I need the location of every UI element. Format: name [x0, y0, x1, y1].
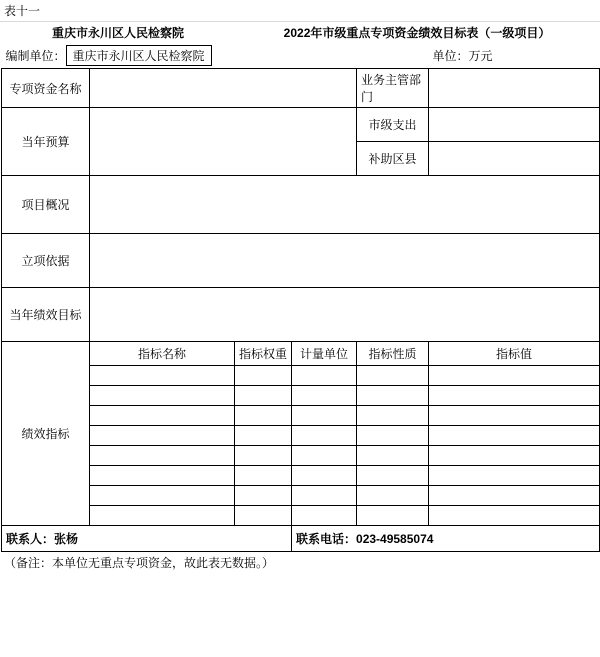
organization-name: 重庆市永川区人民检察院	[52, 26, 185, 40]
indicator-label: 绩效指标	[2, 342, 90, 526]
indicator-header-name: 指标名称	[90, 342, 235, 366]
indicator-cell-name[interactable]	[90, 406, 235, 426]
compile-unit-label: 编制单位：	[5, 49, 66, 63]
indicator-header-nature: 指标性质	[357, 342, 429, 366]
year-target-label: 当年绩效目标	[2, 288, 90, 342]
compile-row	[2, 43, 600, 69]
indicator-cell-unit[interactable]	[292, 486, 357, 506]
overview-value[interactable]	[90, 176, 600, 234]
contact-phone: 联系电话：023-49585074	[292, 526, 600, 552]
table-row	[2, 466, 600, 486]
indicator-header-weight: 指标权重	[235, 342, 292, 366]
indicator-cell-nature[interactable]	[357, 466, 429, 486]
indicator-cell-unit[interactable]	[292, 506, 357, 526]
indicator-cell-unit[interactable]	[292, 446, 357, 466]
city-expense-label: 市级支出	[357, 108, 429, 142]
title-row	[2, 22, 600, 43]
spacer-cell-c	[357, 43, 429, 69]
indicator-cell-name[interactable]	[90, 506, 235, 526]
indicator-cell-unit[interactable]	[292, 386, 357, 406]
footer-note: （备注：本单位无重点专项资金，故此表无数据。）	[4, 556, 275, 570]
subsidy-value[interactable]	[429, 142, 600, 176]
indicator-header-unit: 计量单位	[292, 342, 357, 366]
unit-label: 单位：万元	[432, 49, 493, 63]
indicator-cell-weight[interactable]	[235, 486, 292, 506]
indicator-cell-value[interactable]	[429, 446, 600, 466]
fund-name-value[interactable]	[90, 69, 357, 108]
indicator-cell-weight[interactable]	[235, 386, 292, 406]
indicator-cell-value[interactable]	[429, 406, 600, 426]
spacer-cell-a	[235, 43, 292, 69]
table-row	[2, 386, 600, 406]
spacer-cell-b	[292, 43, 357, 69]
year-target-row	[2, 288, 600, 342]
indicator-cell-name[interactable]	[90, 426, 235, 446]
indicator-cell-nature[interactable]	[357, 366, 429, 386]
indicator-cell-weight[interactable]	[235, 466, 292, 486]
performance-target-table	[1, 22, 600, 552]
table-row	[2, 366, 600, 386]
indicator-cell-unit[interactable]	[292, 366, 357, 386]
contact-person: 联系人：张杨	[2, 526, 292, 552]
city-expense-value[interactable]	[429, 108, 600, 142]
basis-value[interactable]	[90, 234, 600, 288]
contact-row	[2, 526, 600, 552]
indicator-header-row	[2, 342, 600, 366]
indicator-cell-nature[interactable]	[357, 506, 429, 526]
indicator-cell-value[interactable]	[429, 386, 600, 406]
basis-row	[2, 234, 600, 288]
indicator-cell-unit[interactable]	[292, 466, 357, 486]
indicator-cell-weight[interactable]	[235, 506, 292, 526]
budget-value[interactable]	[90, 108, 357, 176]
page-title: 2022年市级重点专项资金绩效目标表（一级项目）	[283, 26, 551, 40]
indicator-cell-name[interactable]	[90, 366, 235, 386]
fund-name-row	[2, 69, 600, 108]
year-target-value[interactable]	[90, 288, 600, 342]
overview-row	[2, 176, 600, 234]
compile-unit	[2, 43, 235, 69]
indicator-cell-name[interactable]	[90, 486, 235, 506]
indicator-cell-value[interactable]	[429, 366, 600, 386]
city-expense-row	[2, 108, 600, 142]
indicator-cell-unit[interactable]	[292, 406, 357, 426]
indicator-cell-nature[interactable]	[357, 486, 429, 506]
table-row	[2, 506, 600, 526]
fund-name-label: 专项资金名称	[2, 69, 90, 108]
indicator-cell-weight[interactable]	[235, 366, 292, 386]
indicator-cell-value[interactable]	[429, 506, 600, 526]
indicator-cell-name[interactable]	[90, 386, 235, 406]
dept-label: 业务主管部门	[357, 69, 429, 108]
indicator-cell-value[interactable]	[429, 486, 600, 506]
budget-label: 当年预算	[2, 108, 90, 176]
indicator-cell-nature[interactable]	[357, 406, 429, 426]
indicator-cell-nature[interactable]	[357, 386, 429, 406]
compile-unit-value[interactable]: 重庆市永川区人民检察院	[66, 45, 212, 66]
indicator-cell-unit[interactable]	[292, 426, 357, 446]
dept-value[interactable]	[429, 69, 600, 108]
indicator-cell-value[interactable]	[429, 426, 600, 446]
indicator-cell-weight[interactable]	[235, 426, 292, 446]
indicator-header-value: 指标值	[429, 342, 600, 366]
indicator-cell-value[interactable]	[429, 466, 600, 486]
indicator-cell-nature[interactable]	[357, 426, 429, 446]
sheet-tag: 表十一	[0, 0, 600, 22]
table-row	[2, 406, 600, 426]
table-row	[2, 446, 600, 466]
table-row	[2, 486, 600, 506]
overview-label: 项目概况	[2, 176, 90, 234]
subsidy-label: 补助区县	[357, 142, 429, 176]
basis-label: 立项依据	[2, 234, 90, 288]
indicator-cell-nature[interactable]	[357, 446, 429, 466]
indicator-cell-name[interactable]	[90, 466, 235, 486]
indicator-cell-name[interactable]	[90, 446, 235, 466]
table-row	[2, 426, 600, 446]
indicator-cell-weight[interactable]	[235, 406, 292, 426]
indicator-cell-weight[interactable]	[235, 446, 292, 466]
